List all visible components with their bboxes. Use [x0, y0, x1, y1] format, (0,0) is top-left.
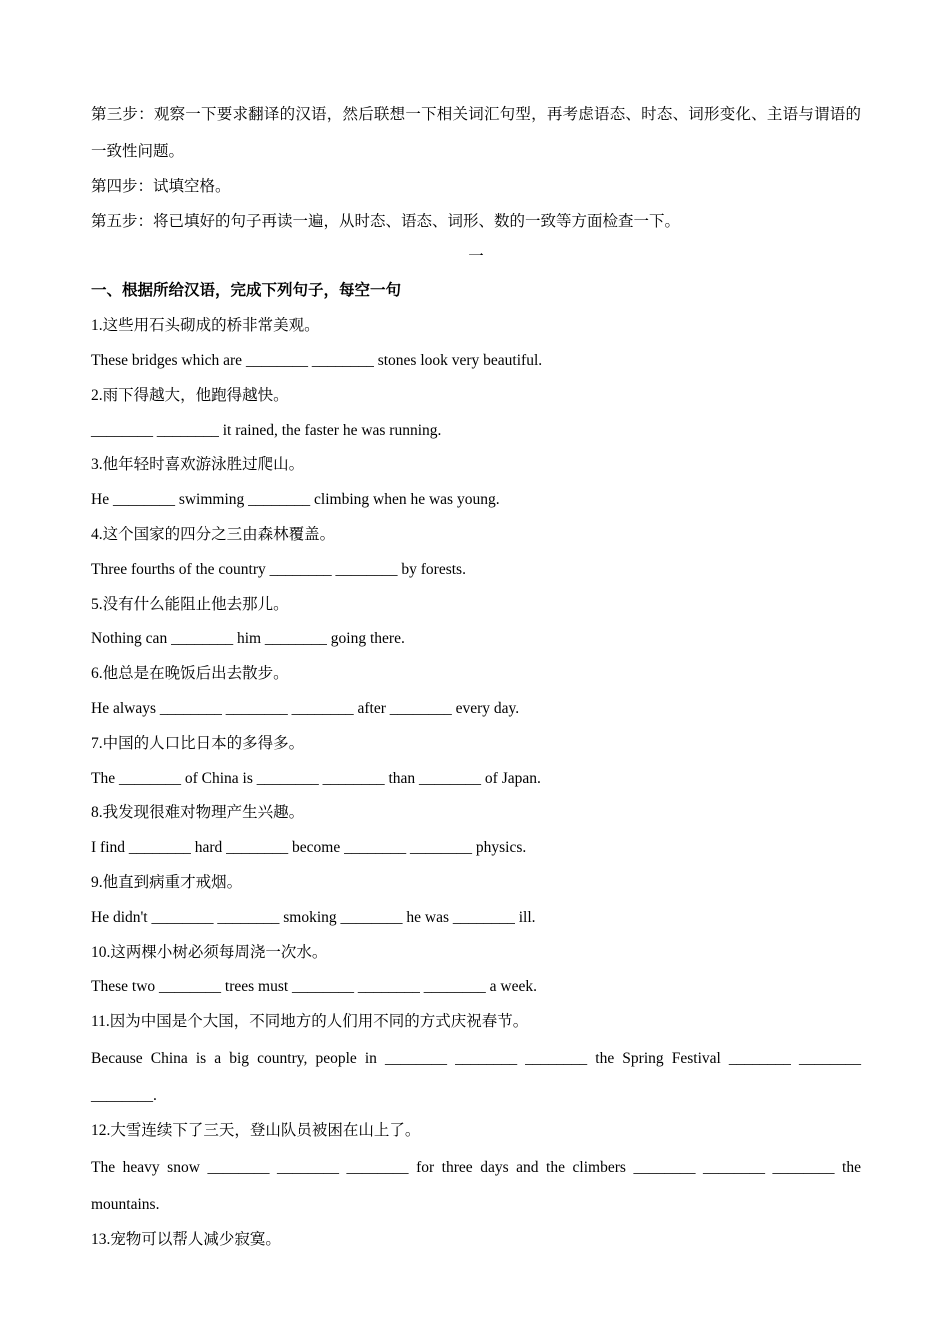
question-12-english: The heavy snow ________ ________ ________ for three days and the climbers ________ ________ ________ the mountains.: [91, 1158, 861, 1213]
question-11-english: Because China is a big country, people in ________ ________ ________ the Spring Festival ________ ________ ________.: [91, 1049, 861, 1104]
section-heading: 一、根据所给汉语，完成下列句子，每空一句: [91, 282, 402, 300]
question-8-chinese: 8.我发现很难对物理产生兴趣。: [91, 804, 305, 822]
question-5-english: Nothing can ________ him ________ going there.: [91, 630, 405, 648]
step-5-text: 第五步：将已填好的句子再读一遍，从时态、语态、词形、数的一致等方面检查一下。: [91, 212, 681, 230]
question-10-chinese: 10.这两棵小树必须每周浇一次水。: [91, 943, 328, 961]
question-4-chinese: 4.这个国家的四分之三由森林覆盖。: [91, 525, 336, 543]
question-13-chinese: 13.宠物可以帮人减少寂寞。: [91, 1230, 281, 1248]
question-8-english: I find ________ hard ________ become ________ ________ physics.: [91, 839, 527, 857]
question-1-chinese: 1.这些用石头砌成的桥非常美观。: [91, 317, 320, 335]
question-7-chinese: 7.中国的人口比日本的多得多。: [91, 734, 305, 752]
question-6-chinese: 6.他总是在晚饭后出去散步。: [91, 665, 289, 683]
question-11-chinese: 11.因为中国是个大国，不同地方的人们用不同的方式庆祝春节。: [91, 1013, 529, 1031]
question-2-english: ________ ________ it rained, the faster he was running.: [91, 421, 442, 439]
question-2-chinese: 2.雨下得越大，他跑得越快。: [91, 386, 289, 404]
question-5-chinese: 5.没有什么能阻止他去那儿。: [91, 595, 289, 613]
question-9-english: He didn't ________ ________ smoking ________ he was ________ ill.: [91, 908, 536, 926]
document-page: [91, 96, 861, 1258]
question-1-english: These bridges which are ________ ________ stones look very beautiful.: [91, 351, 543, 369]
question-12-chinese: 12.大雪连续下了三天，登山队员被困在山上了。: [91, 1121, 421, 1139]
step-3-text: 第三步：观察一下要求翻译的汉语，然后联想一下相关词汇句型，再考虑语态、时态、词形变化、主语与谓语的一致性问题。: [91, 106, 861, 160]
step-4-text: 第四步：试填空格。: [91, 178, 231, 195]
question-7-english: The ________ of China is ________ ________ than ________ of Japan.: [91, 769, 541, 787]
question-4-english: Three fourths of the country ________ ________ by forests.: [91, 560, 466, 578]
question-3-english: He ________ swimming ________ climbing when he was young.: [91, 491, 500, 509]
question-3-chinese: 3.他年轻时喜欢游泳胜过爬山。: [91, 456, 305, 474]
section-divider: 一: [468, 247, 484, 265]
question-9-chinese: 9.他直到病重才戒烟。: [91, 873, 243, 891]
question-10-english: These two ________ trees must ________ ________ ________ a week.: [91, 978, 537, 996]
question-6-english: He always ________ ________ ________ after ________ every day.: [91, 699, 520, 717]
